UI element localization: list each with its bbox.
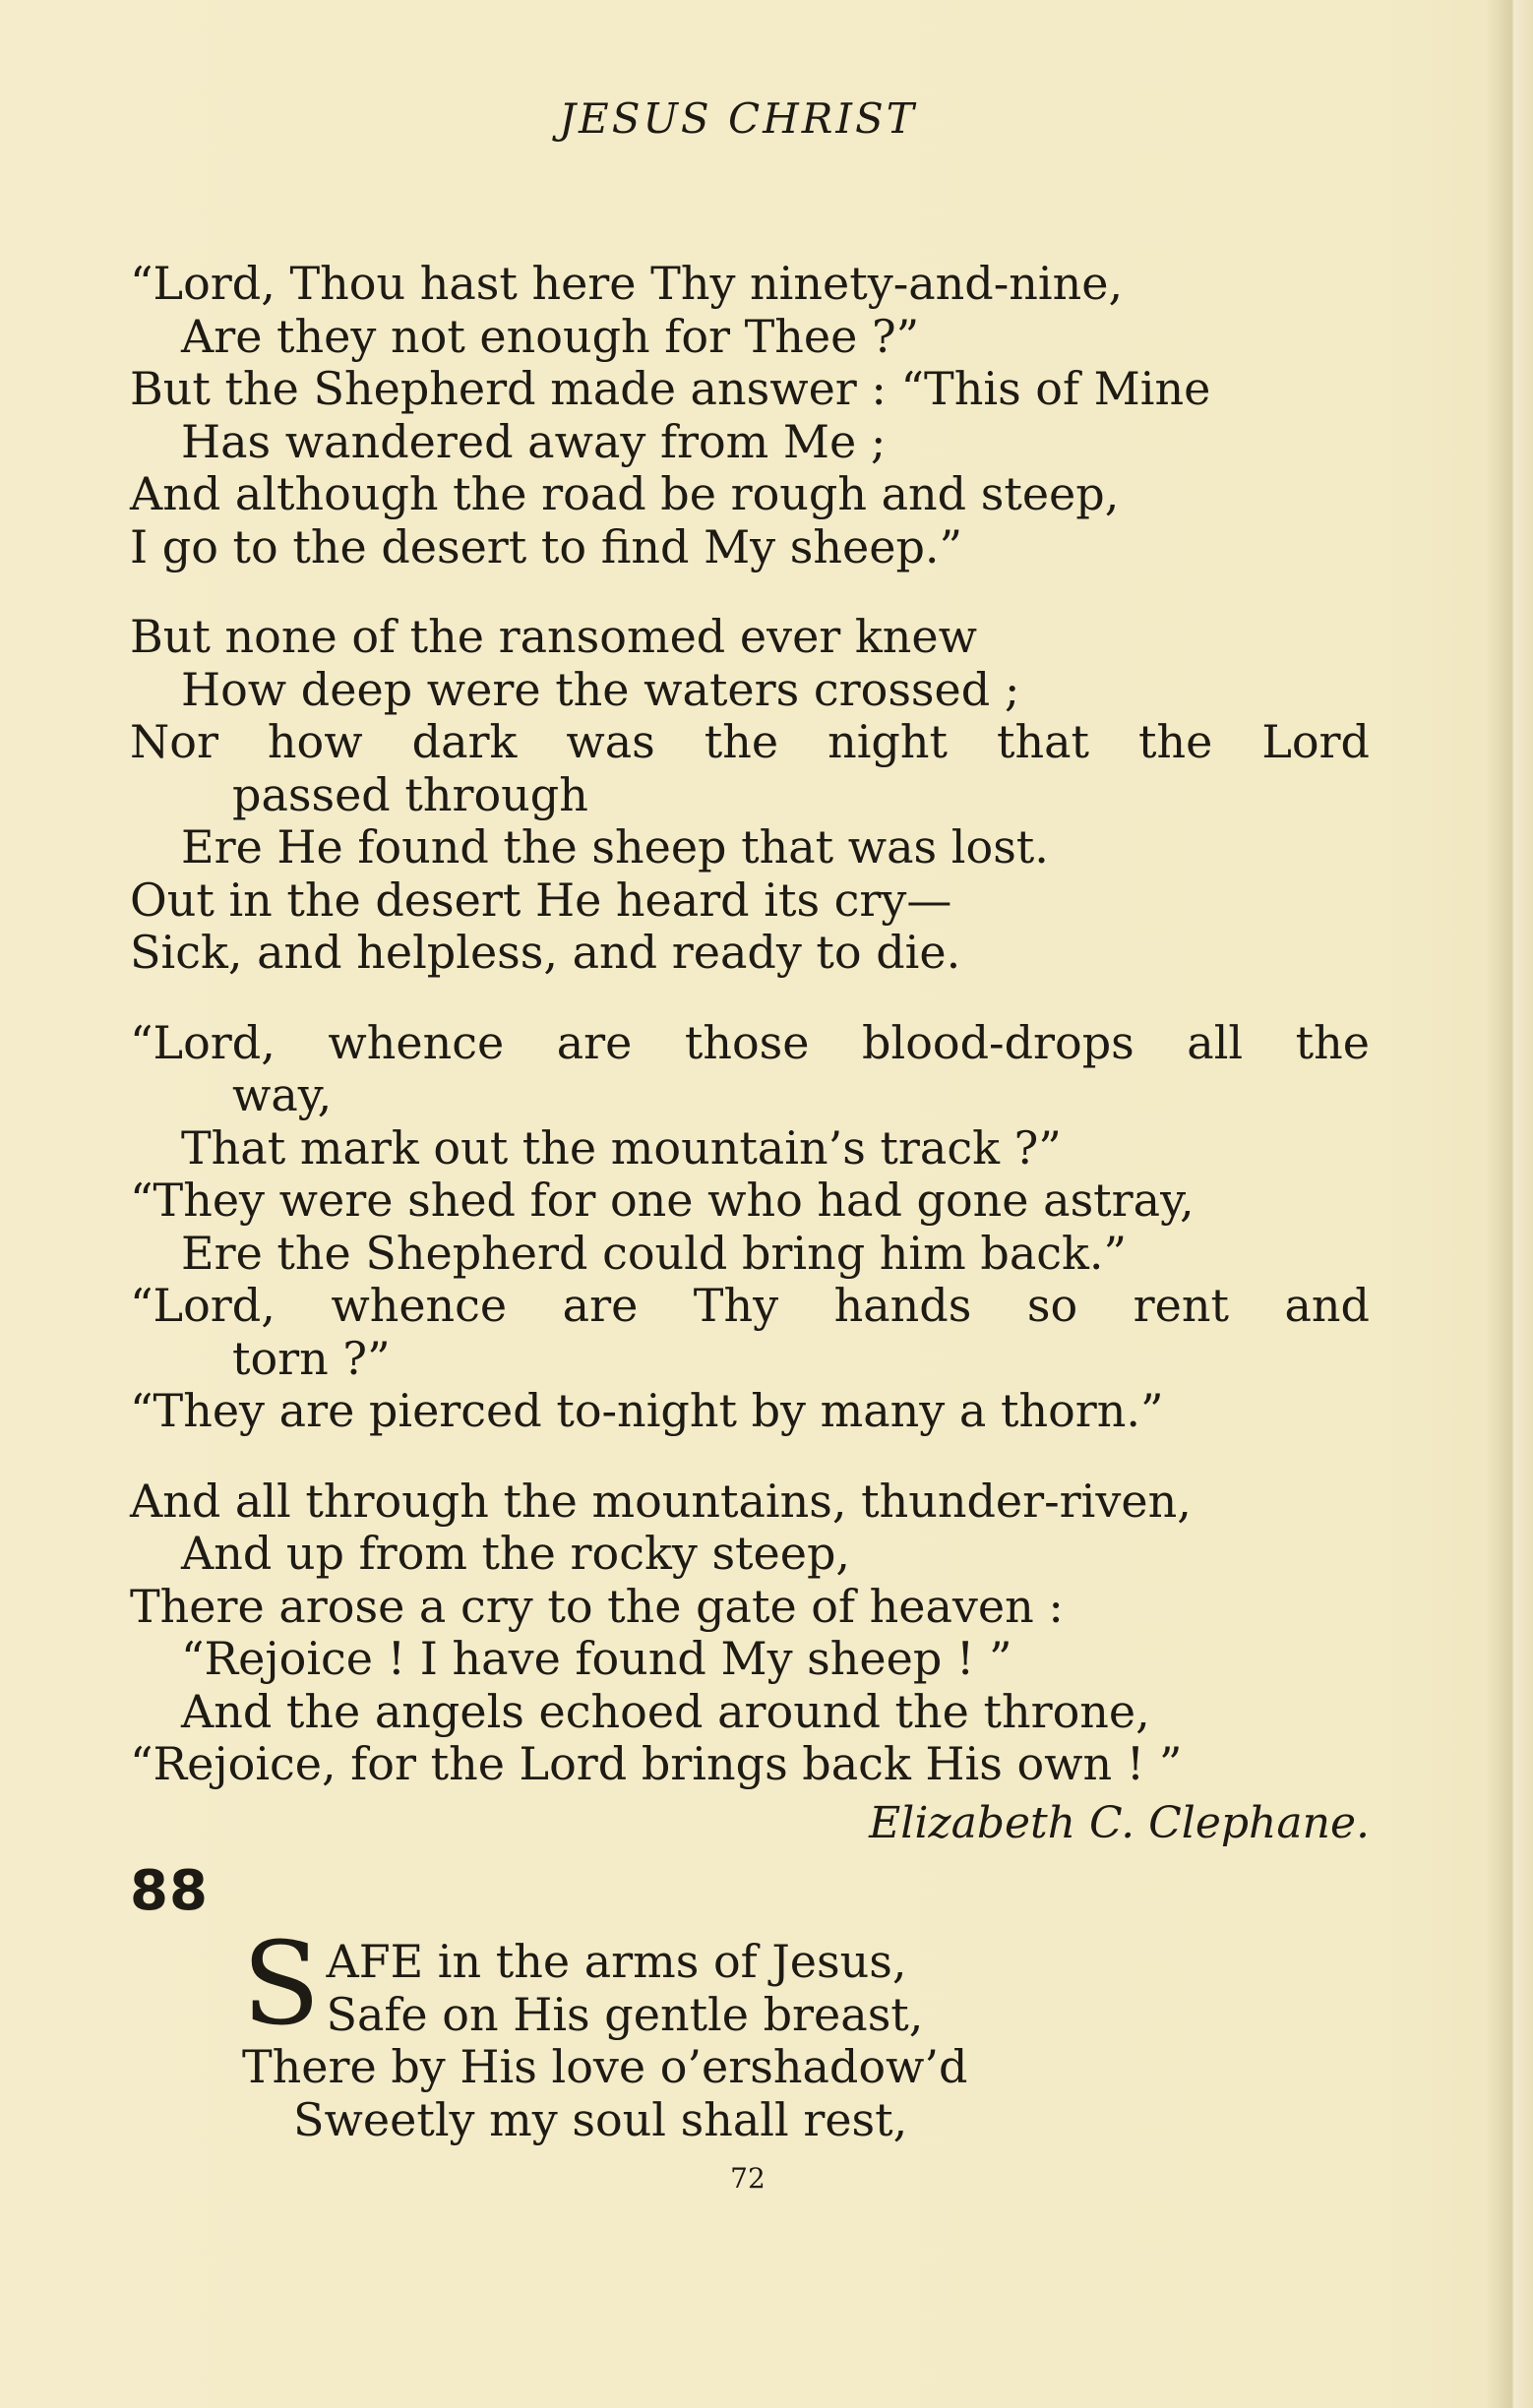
- poem-line: “They are pierced to-night by many a thorn.”: [130, 1384, 1164, 1437]
- running-head: JESUS CHRIST: [559, 94, 917, 143]
- poem-line: passed through: [232, 767, 588, 821]
- poem-line: And up from the rocky steep,: [181, 1527, 851, 1580]
- poem-line: That mark out the mountain’s track ?”: [181, 1120, 1062, 1174]
- hymn-line: AFE in the arms of Jesus,: [326, 1935, 907, 1988]
- poem-line: “Rejoice, for the Lord brings back His own ! ”: [130, 1737, 1183, 1790]
- hymn-number: 88: [130, 1859, 209, 1923]
- poem-line: I go to the desert to find My sheep.”: [130, 519, 963, 573]
- stanza: [130, 611, 1370, 980]
- poem-line: And although the road be rough and steep,: [130, 467, 1120, 520]
- hymn-88: [242, 1918, 968, 2146]
- stanza: [130, 1017, 1370, 1438]
- poem-line: How deep were the waters crossed ;: [181, 662, 1020, 716]
- poem-line: Ere He found the sheep that was lost.: [181, 820, 1049, 873]
- stanza: [130, 1475, 1370, 1791]
- poem-line: “Lord, whence are Thy hands so rent and: [130, 1279, 1370, 1332]
- poem-line: Out in the desert He heard its cry—: [130, 873, 952, 927]
- hymn-line: There by His love o’ershadow’d: [242, 2040, 968, 2093]
- drop-cap: S: [242, 1918, 321, 2051]
- poem-line: But the Shepherd made answer : “This of Mine: [130, 362, 1211, 415]
- poem-line: “Rejoice ! I have found My sheep ! ”: [181, 1632, 1012, 1685]
- poem-line: But none of the ransomed ever knew: [130, 610, 978, 663]
- hymn-line: Safe on His gentle breast,: [326, 1987, 924, 2041]
- poem-line: “Lord, whence are those blood-drops all the: [130, 1015, 1370, 1069]
- author-attribution: Elizabeth C. Clephane.: [869, 1797, 1370, 1848]
- poem-line: Are they not enough for Thee ?”: [181, 309, 920, 363]
- stanza: [130, 258, 1370, 573]
- page-number: 72: [730, 2162, 766, 2195]
- poem-line: Sick, and helpless, and ready to die.: [130, 926, 961, 979]
- poem-line: way,: [232, 1068, 333, 1121]
- poem-line: Has wandered away from Me ;: [181, 414, 887, 468]
- poem-line: And the angels echoed around the throne,: [181, 1684, 1150, 1738]
- poem-line: torn ?”: [232, 1331, 391, 1385]
- poem-line: “Lord, Thou hast here Thy ninety-and-nine,: [130, 257, 1124, 310]
- poem-line: And all through the mountains, thunder-riven,: [130, 1474, 1192, 1528]
- poem-87: [130, 258, 1370, 1850]
- poem-line: There arose a cry to the gate of heaven :: [130, 1579, 1064, 1633]
- poem-line: Ere the Shepherd could bring him back.”: [181, 1226, 1128, 1280]
- hymn-line: Sweetly my soul shall rest,: [293, 2092, 908, 2146]
- page-edge: [1486, 0, 1533, 2408]
- poem-line: Nor how dark was the night that the Lord: [130, 715, 1370, 768]
- poem-line: “They were shed for one who had gone astray,: [130, 1174, 1195, 1227]
